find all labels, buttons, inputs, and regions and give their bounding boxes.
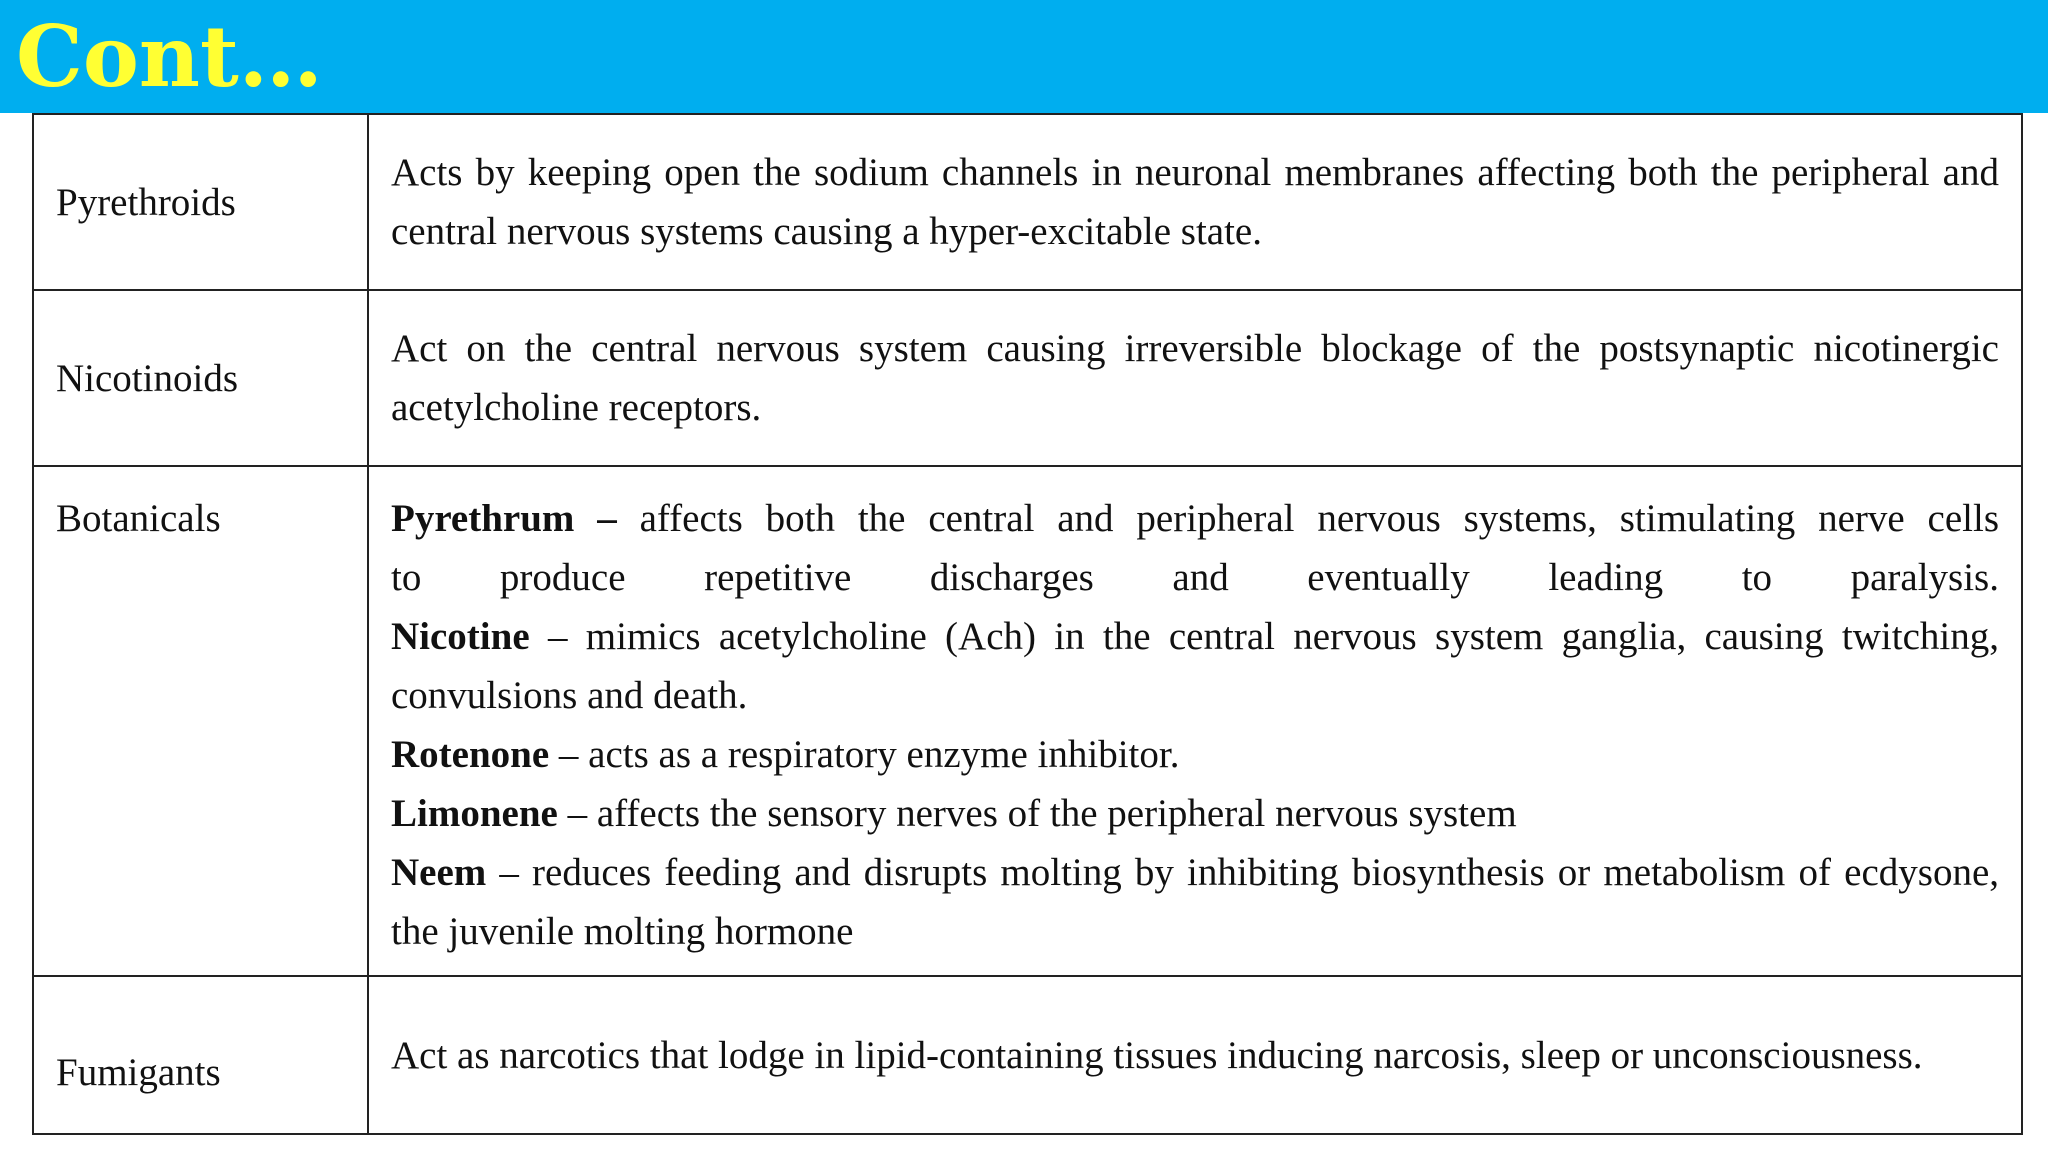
row-description-pyrethroids: Acts by keeping open the sodium channels in neuronal membranes affecting both the peripheral and central nervous systems causing a hyper-excitable state. xyxy=(368,114,2022,290)
botanical-term-neem: Neem xyxy=(391,851,487,894)
row-label-nicotinoids: Nicotinoids xyxy=(33,290,368,466)
botanical-entry-rotenone xyxy=(391,725,1999,784)
slide-title: Cont… xyxy=(16,7,323,106)
botanical-term-pyrethrum: Pyrethrum – xyxy=(391,497,617,540)
botanical-entry-nicotine xyxy=(391,607,1999,725)
botanical-term-rotenone: Rotenone xyxy=(391,733,550,776)
botanical-text-limonene: – affects the sensory nerves of the peripheral nervous system xyxy=(567,792,1517,835)
botanical-text-pyrethrum-line2: to produce repetitive discharges and eventually leading to paralysis. xyxy=(391,556,1999,599)
botanical-entry-limonene xyxy=(391,784,1999,843)
botanical-text-pyrethrum-line1: affects both the central and peripheral nervous systems, stimulating nerve cells xyxy=(639,497,1999,540)
row-label-fumigants: Fumigants xyxy=(33,976,368,1134)
botanical-entry-pyrethrum xyxy=(391,489,1999,548)
botanical-term-limonene: Limonene xyxy=(391,792,558,835)
row-label-botanicals: Botanicals xyxy=(33,466,368,976)
row-description-fumigants: Act as narcotics that lodge in lipid-containing tissues inducing narcosis, sleep or unconsciousness. xyxy=(368,976,2022,1134)
row-description-botanicals xyxy=(368,466,2022,976)
botanical-entry-neem xyxy=(391,843,1999,961)
row-description-nicotinoids: Act on the central nervous system causing irreversible blockage of the postsynaptic nicotinergic acetylcholine receptors. xyxy=(368,290,2022,466)
table-row-botanicals xyxy=(33,466,2022,976)
table-row-pyrethroids xyxy=(33,114,2022,290)
botanical-text-rotenone: – acts as a respiratory enzyme inhibitor. xyxy=(558,733,1180,776)
botanical-term-nicotine: Nicotine xyxy=(391,615,530,658)
insecticide-mode-of-action-table xyxy=(32,113,2023,1135)
title-bar xyxy=(0,0,2048,113)
table-row-nicotinoids xyxy=(33,290,2022,466)
row-label-pyrethroids: Pyrethroids xyxy=(33,114,368,290)
botanical-text-neem: – reduces feeding and disrupts molting by inhibiting biosynthesis or metabolism of ecdysone, the juvenile molting hormone xyxy=(391,851,1999,953)
botanical-text-nicotine: – mimics acetylcholine (Ach) in the central nervous system ganglia, causing twitching, convulsions and death. xyxy=(391,615,1999,717)
table-row-fumigants xyxy=(33,976,2022,1134)
